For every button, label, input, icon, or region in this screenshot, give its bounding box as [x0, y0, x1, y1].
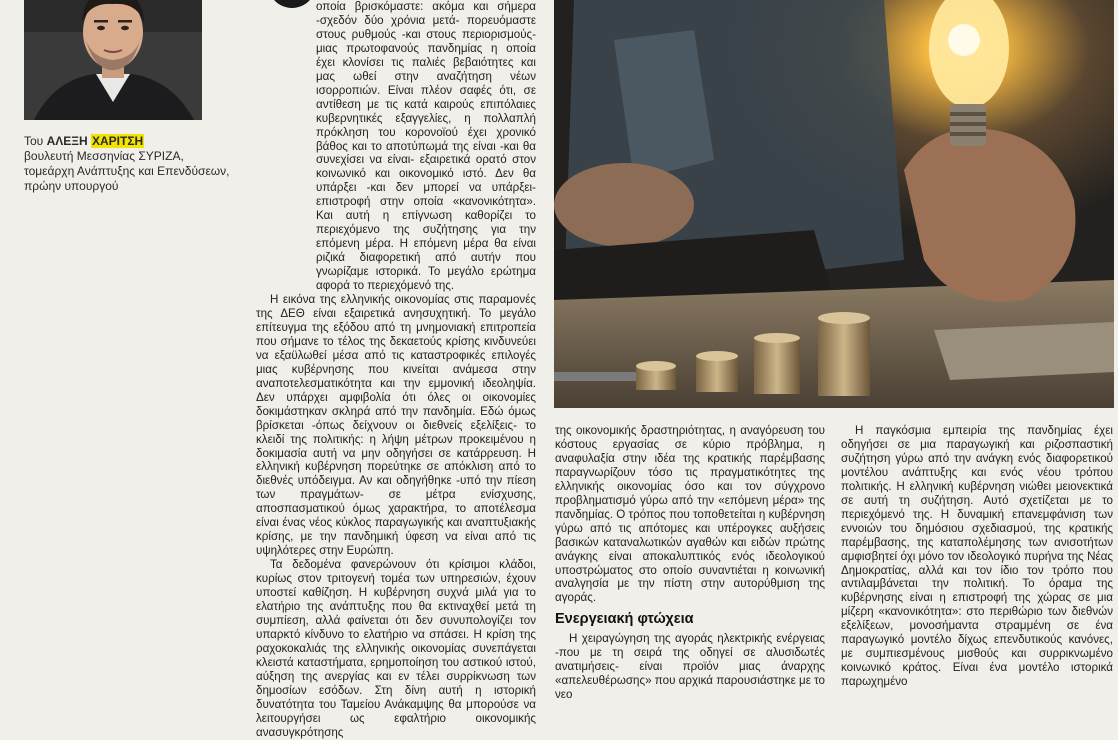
- author-role-line: πρώην υπουργού: [24, 179, 119, 193]
- article-column-2: [555, 424, 825, 702]
- author-portrait-illustration: [24, 0, 202, 120]
- article-paragraph: της οικονομικής δραστηριότητας, η αναγόρευση του κόστους εργασίας σε κύριο πρόβλημα, η αναφυλαξία στην ιδέα της κρατικής παρέμβασης παραγνωρίζουν τόσο τις πραγματικότητες της ελληνικής οικονομίας όσο και τον σύγχρονο προβληματισμό γύρω από την «επόμενη μέρα» της πανδημίας. Ο τρόπος που τοποθετείται η κυβέρνηση γύρω από τις απότομες και υπέρογκες αυξήσεις βασικών καταναλωτικών αγαθών και ειδών πρώτης ανάγκης είναι αποκαλυπτικός ενός ιδεολογικού υποστρώματος στο οποίο συναντιέται η κοινωνική αναλγησία με την πίστη στην αυτορύθμιση της αγοράς.: [555, 424, 825, 605]
- author-role-line: βουλευτή Μεσσηνίας ΣΥΡΙΖΑ,: [24, 149, 184, 163]
- author-first-name: ΑΛΕΞΗ: [46, 134, 88, 148]
- article-column-3: [841, 424, 1113, 689]
- lightbulb-coins-illustration: [554, 0, 1114, 408]
- author-byline: [24, 134, 244, 194]
- article-column-1: [256, 0, 536, 739]
- article-paragraph: οποία βρισκόμαστε: ακόμα και σήμερα -σχεδόν δύο χρόνια μετά- πορευόμαστε στους ρυθμούς -και στους περιορισμούς- μιας πρωτοφανούς πανδημίας η οποία έχει κλονίσει τις παλιές βεβαιότητες και μας ωθεί στην αναζήτηση νέων ισορροπιών. Είναι πλέον σαφές ότι, σε αντίθεση με τις κατά καιρούς επιπόλαιες κυβερνητικές εξαγγελίες, η πολλαπλή πρόκληση του κορονοϊού έχει χρονικό βάθος και το αποτύπωμά της είναι -και θα συνεχίσει να είναι- εξαιρετικά ορατό στον κοινωνικό και οικονομικό ιστό. Δεν θα υπάρξει -και δεν μπορεί να υπάρξει- επιστροφή στην οποία «κανονικότητα». Και αυτή η επίγνωση καθορίζει το περιεχόμενο της συζήτησης για την επόμενη μέρα. Η επόμενη μέρα θα είναι ριζικά διαφορετική από αυτήν που γνωρίζαμε ιστορικά. Το μεγάλο ερώτημα αφορά το περιεχόμενό της.: [316, 0, 536, 293]
- author-surname-highlight: ΧΑΡΙΤΣΗ: [92, 134, 144, 148]
- article-paragraph: Τα δεδομένα φανερώνουν ότι κρίσιμοι κλάδοι, κυρίως στον τριτογενή τομέα των υπηρεσιών, έχουν υποστεί καθίζηση. Η κυβέρνηση συχνά μιλά για το ελατήριο της ανάπτυξης που θα εκτιναχθεί μετά τη συμπίεση, αλλά φαίνεται ότι δεν συνυπολογίζει τον υπαρκτό κίνδυνο το ελατήριο να σπάσει. Η κρίση της ραχοκοκαλιάς της ελληνικής οικονομίας συνεπάγεται κλειστά καταστήματα, ερημοποίηση του αστικού ιστού, αύξηση της ανεργίας και εν τέλει συρρίκνωση των δημοσίων εσόδων. Στη δίνη αυτή η ιστορική δυνατότητα του Ταμείου Ανάκαμψης θα μπορούσε να λειτουργήσει ως εφαλτήριο οικονομικής ανασυγκρότησης: [256, 558, 536, 739]
- article-paragraph: Η χειραγώγηση της αγοράς ηλεκτρικής ενέργειας -που με τη σειρά της οδηγεί σε αλυσιδωτές ανατιμήσεις- είναι προϊόν μιας άναρχης «απελευθέρωσης» που αρχικά παρουσιάστηκε με το νεο: [555, 632, 825, 702]
- article-paragraph: Η παγκόσμια εμπειρία της πανδημίας έχει οδηγήσει σε μια παραγωγική και ριζοσπαστική συζήτηση γύρω από την ανάγκη ενός διαφορετικού μοντέλου ανάπτυξης και ενός νέου τρόπου πολιτικής. Η ελληνική κυβέρνηση νιώθει μειονεκτικά σε αυτή τη συζήτηση. Αυτό σχετίζεται με το περιεχόμενό της. Η δυναμική επανεμφάνιση των εννοιών του δημόσιου σχεδιασμού, της κρατικής παρέμβασης, της καταπολέμησης των ανισοτήτων αμφισβητεί όχι μόνο τον ιδεολογικό πυρήνα της Νέας Δημοκρατίας, αλλά και τον ίδιο τον τρόπο που αντιλαμβάνεται την πολιτική. Το όραμα της κυβέρνησης είναι η επιστροφή της χώρας σε μια μίζερη «κανονικότητα»: στο περιθώριο των διεθνών εξελίξεων, μονοσήμαντα στραμμένη σε ένα παραγωγικό μοντέλο δίχως επενδυτικούς κανόνες, με συμπιεσμένους μισθούς και συρρικνωμένο κοινωνικό κράτος. Είναι ένα μοντέλο ιστορικά παρωχημένο: [841, 424, 1113, 689]
- author-portrait-image: [24, 0, 202, 120]
- author-prefix: Του: [24, 134, 44, 148]
- lightbulb-coins-photo: [554, 0, 1114, 408]
- author-role-line: τομεάρχη Ανάπτυξης και Επενδύσεων,: [24, 164, 230, 178]
- article-paragraph: Η εικόνα της ελληνικής οικονομίας στις παραμονές της ΔΕΘ είναι εξαιρετικά ανησυχητική. Το μεγάλο επίτευγμα της εξόδου από τη μνημονιακή επιτροπεία που σήμανε το τέλος της δεκαετούς κρίσης κινδυνεύει να εξαϋλωθεί μέσα από τις καταστροφικές επιλογές μιας κυβέρνησης που κινείται ανάμεσα στην αναποτελεσματικότητα και την εμμονική ιδεοληψία. Δεν υπάρχει αμφιβολία ότι όλες οι οικονομίες δοκιμάστηκαν σκληρά από την πανδημία. Εδώ όμως βρίσκεται -όπως δείχνουν οι διεθνείς εξελίξεις- το κλειδί της πολιτικής: η λήψη μέτρων προκειμένου η δοκιμασία αυτή να μην οδηγήσει σε κατάρρευση. Η ελληνική κυβέρνηση πορεύτηκε σε απόκλιση από το διεθνές υπόδειγμα. Αν και οδηγήθηκε -υπό την πίεση των πραγμάτων- σε μέτρα ενίσχυσης, αποσπασματικού όμως χαρακτήρα, το αποτέλεσμα είναι ένας νέος κύκλος παραγωγικής και αναπτυξιακής κρίσης, με την πανδημική ύφεση να είναι από τις υψηλότερες στην Ευρώπη.: [256, 293, 536, 558]
- section-heading: Ενεργειακή φτώχεια: [555, 611, 694, 628]
